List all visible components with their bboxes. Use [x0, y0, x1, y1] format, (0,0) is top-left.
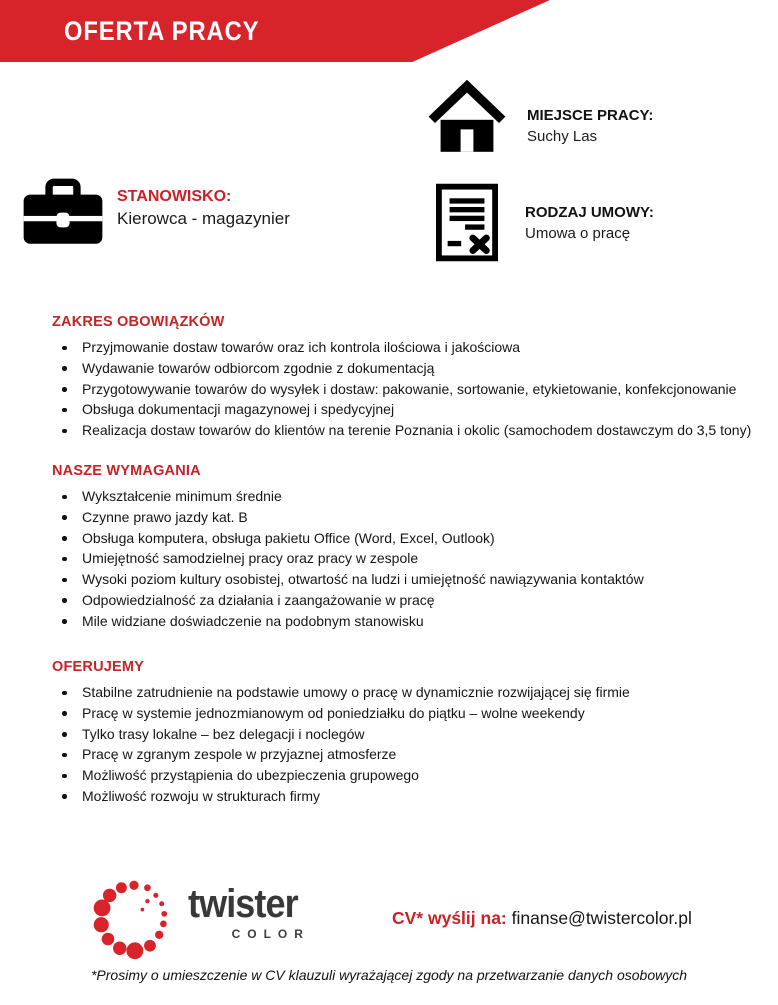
logo-wordmark [188, 884, 310, 941]
section-offer [52, 659, 768, 807]
list-item: Realizacja dostaw towarów do klientów na terenie Poznania i okolic (samochodem dostawczym do 3,5 tony) [52, 420, 768, 441]
list-item: Mile widziane doświadczenie na podobnym stanowisku [52, 611, 768, 632]
list-item: Możliwość rozwoju w strukturach firmy [52, 786, 768, 807]
list-item: Odpowiedzialność za działania i zaangażowanie w pracę [52, 590, 768, 611]
logo-sub-text: COLOR [231, 927, 310, 941]
house-icon [427, 78, 507, 152]
cv-contact-line [392, 903, 692, 933]
list-item: Wykształcenie minimum średnie [52, 486, 768, 507]
list-item: Czynne prawo jazdy kat. B [52, 507, 768, 528]
section-offer-heading: OFERUJEMY [52, 659, 145, 675]
gdpr-note: *Prosimy o umieszczenie w CV klauzuli wyrażającej zgody na przetwarzanie danych osobowych [90, 967, 688, 983]
position-value: Kierowca - magazynier [117, 209, 290, 228]
workplace-info [527, 105, 653, 147]
list-item: Pracę w zgranym zespole w przyjaznej atmosferze [52, 744, 768, 765]
list-item: Umiejętność samodzielnej pracy oraz pracy w zespole [52, 548, 768, 569]
twister-swirl-icon [92, 876, 176, 960]
section-offer-list [52, 682, 768, 807]
list-item: Przyjmowanie dostaw towarów oraz ich kontrola ilościowa i jakościowa [52, 337, 768, 358]
list-item: Możliwość przystąpienia do ubezpieczenia grupowego [52, 765, 768, 786]
logo-brand-text: twister [188, 882, 298, 926]
list-item: Obsługa dokumentacji magazynowej i spedycyjnej [52, 399, 768, 420]
contract-document-icon [436, 183, 498, 262]
contract-info [525, 202, 654, 244]
list-item: Pracę w systemie jednozmianowym od poniedziałku do piątku – wolne weekendy [52, 703, 768, 724]
section-duties-heading: ZAKRES OBOWIĄZKÓW [52, 314, 225, 330]
section-requirements [52, 463, 768, 632]
section-requirements-heading: NASZE WYMAGANIA [52, 463, 201, 479]
company-logo [92, 876, 310, 960]
workplace-value: Suchy Las [527, 128, 598, 145]
list-item: Wydawanie towarów odbiorcom zgodnie z dokumentacją [52, 358, 768, 379]
section-requirements-list [52, 486, 768, 632]
list-item: Wysoki poziom kultury osobistej, otwartość na ludzi i umiejętność nawiązywania kontaktów [52, 569, 768, 590]
list-item: Tylko trasy lokalne – bez delegacji i noclegów [52, 724, 768, 745]
cv-send-label: CV* wyślij na: [392, 908, 507, 928]
list-item: Przygotowywanie towarów do wysyłek i dostaw: pakowanie, sortowanie, etykietowanie, konfekcjonowanie [52, 379, 768, 400]
position-info [117, 186, 290, 231]
contract-value: Umowa o pracę [525, 225, 631, 242]
section-duties [52, 314, 768, 441]
page-title: OFERTA PRACY [64, 16, 260, 46]
briefcase-icon [22, 176, 104, 246]
list-item: Obsługa komputera, obsługa pakietu Office (Word, Excel, Outlook) [52, 528, 768, 549]
workplace-label: MIEJSCE PRACY: [527, 107, 654, 124]
position-label: STANOWISKO: [117, 188, 232, 205]
cv-email[interactable]: finanse@twistercolor.pl [506, 908, 692, 928]
section-duties-list [52, 337, 768, 441]
contract-label: RODZAJ UMOWY: [525, 204, 654, 221]
list-item: Stabilne zatrudnienie na podstawie umowy o pracę w dynamicznie rozwijającej się firmie [52, 682, 768, 703]
